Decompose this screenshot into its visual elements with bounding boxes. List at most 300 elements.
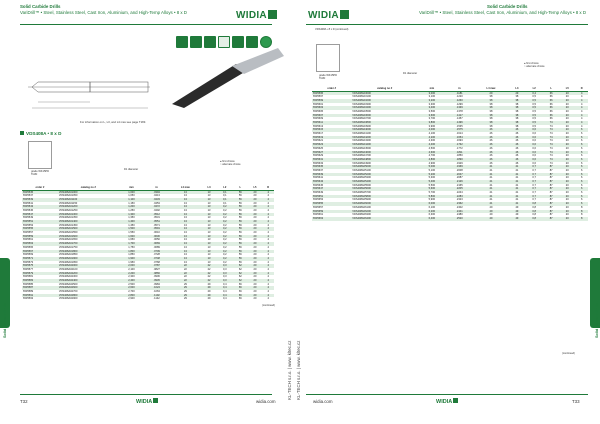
table-cell: 20 — [248, 235, 263, 239]
table-cell: VDS408A02800 — [58, 294, 119, 298]
table-cell: VDS408A05100 — [352, 168, 371, 172]
table-cell: 74 — [549, 124, 553, 128]
table-cell: 6535651 — [312, 195, 351, 199]
table-cell: 20 — [565, 154, 569, 158]
table-cell: 41 — [509, 180, 525, 184]
table-cell: 4 — [580, 124, 583, 128]
table-cell: 6 — [575, 128, 588, 132]
column-header: in — [446, 87, 474, 91]
right-continued: (continued) — [562, 352, 575, 355]
table-cell: VDS408A01150 — [58, 201, 78, 205]
table-cell: 20 — [253, 260, 257, 264]
table-cell: 22 — [202, 279, 217, 283]
table-cell: 22 — [169, 264, 201, 268]
table-cell: 2,600 — [119, 286, 144, 290]
table-cell: 20 — [248, 227, 263, 231]
table-cell: 46 — [515, 161, 519, 165]
right-d1-head: D1 diameter — [403, 72, 418, 75]
table-cell: 2,900 — [128, 297, 135, 301]
table-cell: 0,6 — [532, 132, 536, 136]
right-footer-url[interactable]: widia.com — [313, 399, 333, 404]
table-cell: 20 — [248, 190, 263, 194]
table-cell: 29 — [183, 282, 187, 286]
table-cell: .0689 — [153, 245, 160, 249]
table-cell: 13 — [183, 201, 187, 205]
table-cell: 87 — [543, 217, 559, 221]
table-cell: VDS408A04500 — [352, 146, 371, 150]
table-cell: 6535567 — [22, 250, 58, 254]
table-cell: .1654 — [446, 136, 474, 140]
table-cell: 0,4 — [222, 290, 227, 294]
table-cell: .2283 — [446, 195, 474, 199]
table-cell: 13 — [183, 194, 187, 198]
table-cell: 29 — [169, 294, 201, 298]
table-cell: 6535563 — [22, 242, 58, 246]
table-cell: 2,300 — [128, 275, 135, 279]
table-cell: 6 — [575, 136, 588, 140]
table-cell: 4 — [267, 267, 269, 271]
table-cell: 6535653 — [313, 198, 324, 202]
table-cell: 20 — [559, 158, 575, 162]
column-header: L3 — [202, 186, 217, 190]
table-cell: 13 — [207, 223, 211, 227]
table-cell: 6535539 — [22, 198, 58, 202]
table-cell: 62 — [238, 275, 242, 279]
table-cell: .2480 — [456, 213, 463, 217]
table-cell: 20 — [565, 176, 569, 180]
table-cell: 46 — [473, 143, 509, 147]
table-cell: VDS408A01700 — [58, 242, 119, 246]
column-header: L3 — [509, 87, 525, 91]
table-cell: 0,5 — [525, 99, 543, 103]
column-header: L5 — [559, 87, 575, 91]
table-cell: 20 — [565, 161, 569, 165]
table-cell: 29 — [207, 282, 211, 286]
table-cell: 87 — [549, 205, 553, 209]
table-cell: 13 — [202, 235, 217, 239]
table-cell: 0,2 — [222, 245, 227, 249]
table-cell: 5,400 — [418, 180, 446, 184]
table-cell: 20 — [565, 146, 569, 150]
table-cell: 46 — [509, 151, 525, 155]
table-cell: 46 — [489, 161, 493, 165]
table-cell: 1,450 — [128, 223, 135, 227]
table-cell: 4 — [267, 216, 269, 220]
right-grade-box — [316, 44, 340, 72]
table-cell: 22 — [202, 264, 217, 268]
table-cell: 0,3 — [216, 279, 233, 283]
table-cell: 6 — [580, 132, 583, 136]
table-cell: 4 — [262, 198, 274, 202]
table-cell: 0,2 — [216, 227, 233, 231]
table-cell: 46 — [515, 146, 519, 150]
table-cell: 0,5 — [532, 124, 536, 128]
table-cell: 0,5 — [532, 117, 536, 121]
table-cell: .0669 — [144, 242, 169, 246]
table-cell: 38 — [515, 124, 519, 128]
table-cell: 4,900 — [428, 161, 436, 165]
table-cell: 6535647 — [312, 187, 351, 191]
left-continued: (continued) — [262, 304, 275, 307]
right-vertical-url: KL-TECH s.r.o. | www. kltec.cz — [296, 340, 301, 400]
table-cell: 6535597 — [313, 95, 324, 99]
table-cell: .1339 — [446, 106, 474, 110]
table-cell: 87 — [549, 183, 553, 187]
table-cell: 4 — [262, 279, 274, 283]
table-cell: 4 — [575, 114, 588, 118]
table-cell: 1,050 — [128, 194, 135, 198]
table-cell: 56 — [233, 205, 247, 209]
table-cell: 41 — [509, 187, 525, 191]
table-cell: 20 — [248, 264, 263, 268]
table-cell: .2362 — [446, 202, 474, 206]
table-cell: VDS408A03400 — [351, 106, 418, 110]
table-cell: 66 — [238, 290, 242, 294]
table-cell: VDS408A05800 — [351, 195, 418, 199]
table-cell: 20 — [248, 257, 263, 261]
table-cell: 1,500 — [119, 227, 144, 231]
table-cell: 1,000 — [119, 190, 144, 194]
table-cell: 13 — [202, 242, 217, 246]
table-cell: 6,200 — [418, 210, 446, 214]
column-header: order # — [22, 186, 58, 190]
drawing-caption: For information on L, L3, and L4 max see page T183. — [80, 120, 147, 124]
right-logo: WIDIA — [308, 10, 349, 21]
table-cell: 3,400 — [418, 106, 446, 110]
table-cell: 6535657 — [313, 205, 324, 209]
table-cell: 20 — [253, 223, 257, 227]
table-cell: 87 — [543, 187, 559, 191]
table-cell: 4 — [262, 250, 274, 254]
table-cell: 62 — [233, 279, 247, 283]
table-cell: 4,600 — [418, 151, 446, 155]
table-cell: 6535537 — [23, 194, 34, 198]
table-cell: VDS408A06000 — [351, 202, 418, 206]
table-cell: 20 — [253, 253, 257, 257]
table-cell: 4 — [267, 201, 269, 205]
table-cell: 46 — [515, 154, 519, 158]
table-cell: 20 — [559, 99, 575, 103]
table-cell: 5,200 — [418, 173, 446, 177]
table-cell: 38 — [509, 114, 525, 118]
table-cell: 13 — [202, 205, 217, 209]
left-d1-head: D1 diameter — [124, 168, 139, 171]
table-cell: 20 — [253, 282, 257, 286]
right-header-title: Solid Carbide Drills — [487, 4, 528, 9]
left-grade-box — [28, 141, 52, 169]
table-cell: .1220 — [456, 95, 463, 99]
table-cell: 5,700 — [428, 191, 436, 195]
table-cell: 6535585 — [23, 282, 34, 286]
table-cell: 13 — [202, 220, 217, 224]
table-cell: 20 — [565, 132, 569, 136]
left-legend: ● first choice ○ alternate choice — [220, 160, 241, 167]
table-cell: 1,100 — [119, 198, 144, 202]
table-cell: 0,2 — [222, 208, 227, 212]
table-cell: VDS408A05200 — [351, 173, 418, 177]
table-cell: .0453 — [153, 201, 160, 205]
table-cell: 38 — [489, 95, 493, 99]
table-cell: VDS408A05600 — [351, 187, 418, 191]
table-cell: 66 — [549, 102, 553, 106]
table-cell: 13 — [207, 216, 211, 220]
table-cell: VDS408A01550 — [58, 231, 78, 235]
table-cell: 6535593 — [23, 297, 34, 301]
table-cell: 6535663 — [312, 217, 351, 221]
table-cell: .1142 — [153, 297, 160, 301]
table-cell: 3,600 — [418, 114, 446, 118]
table-cell: 56 — [233, 227, 247, 231]
table-cell: 13 — [169, 250, 201, 254]
table-cell: 20 — [248, 198, 263, 202]
table-cell: 49 — [473, 210, 509, 214]
table-cell: VDS408A03800 — [351, 121, 418, 125]
table-cell: 20 — [248, 213, 263, 217]
table-cell: VDS408A01500 — [58, 227, 119, 231]
table-cell: 87 — [549, 213, 553, 217]
table-cell: 0,2 — [222, 223, 227, 227]
table-cell: 20 — [565, 205, 569, 209]
coolant-icon — [246, 36, 258, 48]
table-cell: VDS408A03300 — [352, 102, 371, 106]
table-cell: 38 — [489, 102, 493, 106]
table-cell: 13 — [169, 190, 201, 194]
table-cell: 4,400 — [418, 143, 446, 147]
table-cell: 6535589 — [23, 290, 34, 294]
table-cell: VDS408A06100 — [352, 205, 371, 209]
table-cell: 0,6 — [525, 143, 543, 147]
table-cell: 1,650 — [128, 238, 135, 242]
table-cell: VDS408A05400 — [351, 180, 418, 184]
table-cell: 13 — [183, 231, 187, 235]
table-cell: 4,700 — [428, 154, 436, 158]
table-cell: 4 — [575, 91, 588, 95]
table-cell: 20 — [559, 173, 575, 177]
table-cell: 6535633 — [313, 161, 324, 165]
table-cell: 22 — [202, 272, 217, 276]
table-cell: 6535535 — [22, 190, 58, 194]
table-cell: 4 — [262, 220, 274, 224]
table-cell: 6 — [580, 161, 583, 165]
table-cell: 56 — [238, 238, 242, 242]
table-cell: 46 — [509, 158, 525, 162]
table-cell: 6 — [575, 180, 588, 184]
table-cell: VDS408A03100 — [352, 95, 371, 99]
table-cell: 20 — [565, 124, 569, 128]
table-cell: 6535551 — [22, 220, 58, 224]
table-cell: 56 — [233, 235, 247, 239]
table-cell: 46 — [473, 128, 509, 132]
table-cell: 6,000 — [418, 202, 446, 206]
table-cell: 5,600 — [418, 187, 446, 191]
table-cell: 4,100 — [428, 132, 436, 136]
table-cell: 22 — [183, 275, 187, 279]
table-cell: 20 — [565, 109, 569, 113]
table-cell: VDS408A06400 — [351, 217, 418, 221]
drill-dimension-drawing — [22, 62, 157, 112]
table-cell: 56 — [238, 208, 242, 212]
table-cell: 0,5 — [525, 106, 543, 110]
table-cell: .1732 — [446, 143, 474, 147]
table-cell: 4 — [262, 213, 274, 217]
table-cell: 0,4 — [216, 294, 233, 298]
table-cell: 13 — [169, 220, 201, 224]
table-cell: 56 — [233, 257, 247, 261]
table-cell: 3,900 — [428, 124, 436, 128]
table-cell: .0591 — [144, 227, 169, 231]
table-cell: VDS408A06300 — [352, 213, 371, 217]
table-cell: 20 — [248, 294, 263, 298]
column-header: L — [233, 186, 247, 190]
table-cell: 0,6 — [525, 158, 543, 162]
table-cell: 0,1 — [222, 194, 227, 198]
table-cell: 6535569 — [23, 253, 34, 257]
table-cell: 20 — [253, 216, 257, 220]
table-cell: 13 — [202, 227, 217, 231]
table-cell: .1850 — [456, 154, 463, 158]
table-cell: 13 — [207, 201, 211, 205]
table-cell: 13 — [183, 245, 187, 249]
table-cell: 13 — [183, 208, 187, 212]
table-cell: 20 — [565, 168, 569, 172]
table-cell: .0551 — [144, 220, 169, 224]
table-cell: .2165 — [456, 183, 463, 187]
table-cell: 56 — [233, 198, 247, 202]
table-cell: 41 — [489, 198, 493, 202]
table-cell: 6535607 — [312, 114, 351, 118]
table-cell: 0,7 — [532, 176, 536, 180]
table-cell: 41 — [473, 165, 509, 169]
table-cell: 4 — [262, 286, 274, 290]
table-cell: 20 — [559, 151, 575, 155]
table-cell: 56 — [233, 220, 247, 224]
table-cell: .0413 — [153, 194, 160, 198]
table-cell: 62 — [233, 272, 247, 276]
left-footer-rule — [20, 394, 272, 395]
table-cell: VDS408A04300 — [352, 139, 371, 143]
table-cell: .2126 — [446, 180, 474, 184]
table-cell: 0,2 — [216, 235, 233, 239]
left-footer-logo: WIDIA — [136, 398, 158, 405]
table-cell: 6535579 — [22, 272, 58, 276]
table-cell: 4 — [580, 95, 583, 99]
table-cell: 22 — [169, 272, 201, 276]
table-cell: 4 — [267, 275, 269, 279]
left-footer-url[interactable]: widia.com — [256, 399, 276, 404]
table-cell: 0,8 — [532, 213, 536, 217]
table-cell: 4 — [580, 117, 583, 121]
table-cell: 6535545 — [23, 208, 34, 212]
table-cell: 20 — [248, 272, 263, 276]
table-cell: 20 — [559, 143, 575, 147]
table-cell: 4 — [575, 106, 588, 110]
table-cell: 0,5 — [532, 95, 536, 99]
table-cell: 20 — [565, 95, 569, 99]
table-cell: 1,900 — [119, 257, 144, 261]
table-cell: 4 — [267, 245, 269, 249]
table-cell: 4,000 — [418, 128, 446, 132]
table-cell: 1,150 — [128, 201, 135, 205]
table-cell: 38 — [515, 117, 519, 121]
table-cell: 87 — [543, 180, 559, 184]
table-cell: 56 — [238, 223, 242, 227]
table-cell: 4,300 — [428, 139, 436, 143]
table-cell: 6 — [580, 139, 583, 143]
table-cell: 29 — [207, 290, 211, 294]
table-cell: VDS408A04800 — [351, 158, 418, 162]
table-cell: 6535655 — [312, 202, 351, 206]
table-cell: 3,500 — [428, 109, 436, 113]
column-header: mm — [418, 87, 446, 91]
table-cell: VDS408A04700 — [352, 154, 371, 158]
table-cell: 13 — [207, 253, 211, 257]
table-cell: 20 — [559, 195, 575, 199]
table-cell: 13 — [169, 213, 201, 217]
table-cell: 3,800 — [418, 121, 446, 125]
table-cell: 46 — [489, 154, 493, 158]
table-cell: 66 — [238, 297, 242, 301]
column-header: L — [543, 87, 559, 91]
table-cell: 38 — [489, 124, 493, 128]
table-cell: 41 — [509, 165, 525, 169]
section-title: VDS408A • 8 x D — [20, 131, 61, 136]
table-cell: 66 — [233, 294, 247, 298]
table-cell: .1693 — [456, 139, 463, 143]
table-cell: 6535637 — [313, 168, 324, 172]
table-cell: 41 — [515, 198, 519, 202]
table-cell: VDS408A01750 — [58, 245, 78, 249]
table-cell: 20 — [565, 191, 569, 195]
table-cell: 1,800 — [119, 250, 144, 254]
table-cell: 6535629 — [313, 154, 324, 158]
table-cell: .2244 — [456, 191, 463, 195]
table-cell: VDS408A02600 — [58, 286, 119, 290]
right-header-rule — [306, 24, 588, 25]
table-cell: .1929 — [456, 161, 463, 165]
table-cell: 41 — [473, 173, 509, 177]
table-cell: VDS408A01100 — [58, 198, 119, 202]
widia-logo-mark — [268, 10, 277, 19]
table-cell: 6535613 — [313, 124, 324, 128]
table-cell: 66 — [543, 99, 559, 103]
table-cell: 6535639 — [312, 173, 351, 177]
table-cell: 0,8 — [525, 202, 543, 206]
table-cell: 3,300 — [428, 102, 436, 106]
table-cell: .0827 — [153, 267, 160, 271]
table-cell: 0,4 — [216, 286, 233, 290]
table-cell: 6535553 — [23, 223, 34, 227]
table-cell: 6535573 — [23, 260, 34, 264]
steel-icon — [176, 36, 188, 48]
table-cell: 41 — [509, 173, 525, 177]
table-cell: 4 — [262, 272, 274, 276]
table-cell: 4 — [267, 297, 269, 301]
table-cell: 38 — [489, 109, 493, 113]
table-cell: 4 — [262, 257, 274, 261]
widia-logo-mark — [340, 10, 349, 19]
table-cell: 87 — [549, 191, 553, 195]
table-cell: 4 — [262, 264, 274, 268]
table-cell: 0,8 — [525, 217, 543, 221]
table-cell: 46 — [515, 139, 519, 143]
table-cell: 38 — [473, 121, 509, 125]
table-cell: 0,8 — [532, 205, 536, 209]
table-cell: 6535599 — [312, 99, 351, 103]
table-cell: 20 — [248, 242, 263, 246]
table-cell: 6 — [580, 168, 583, 172]
table-cell: 6535643 — [312, 180, 351, 184]
table-cell: 20 — [253, 290, 257, 294]
